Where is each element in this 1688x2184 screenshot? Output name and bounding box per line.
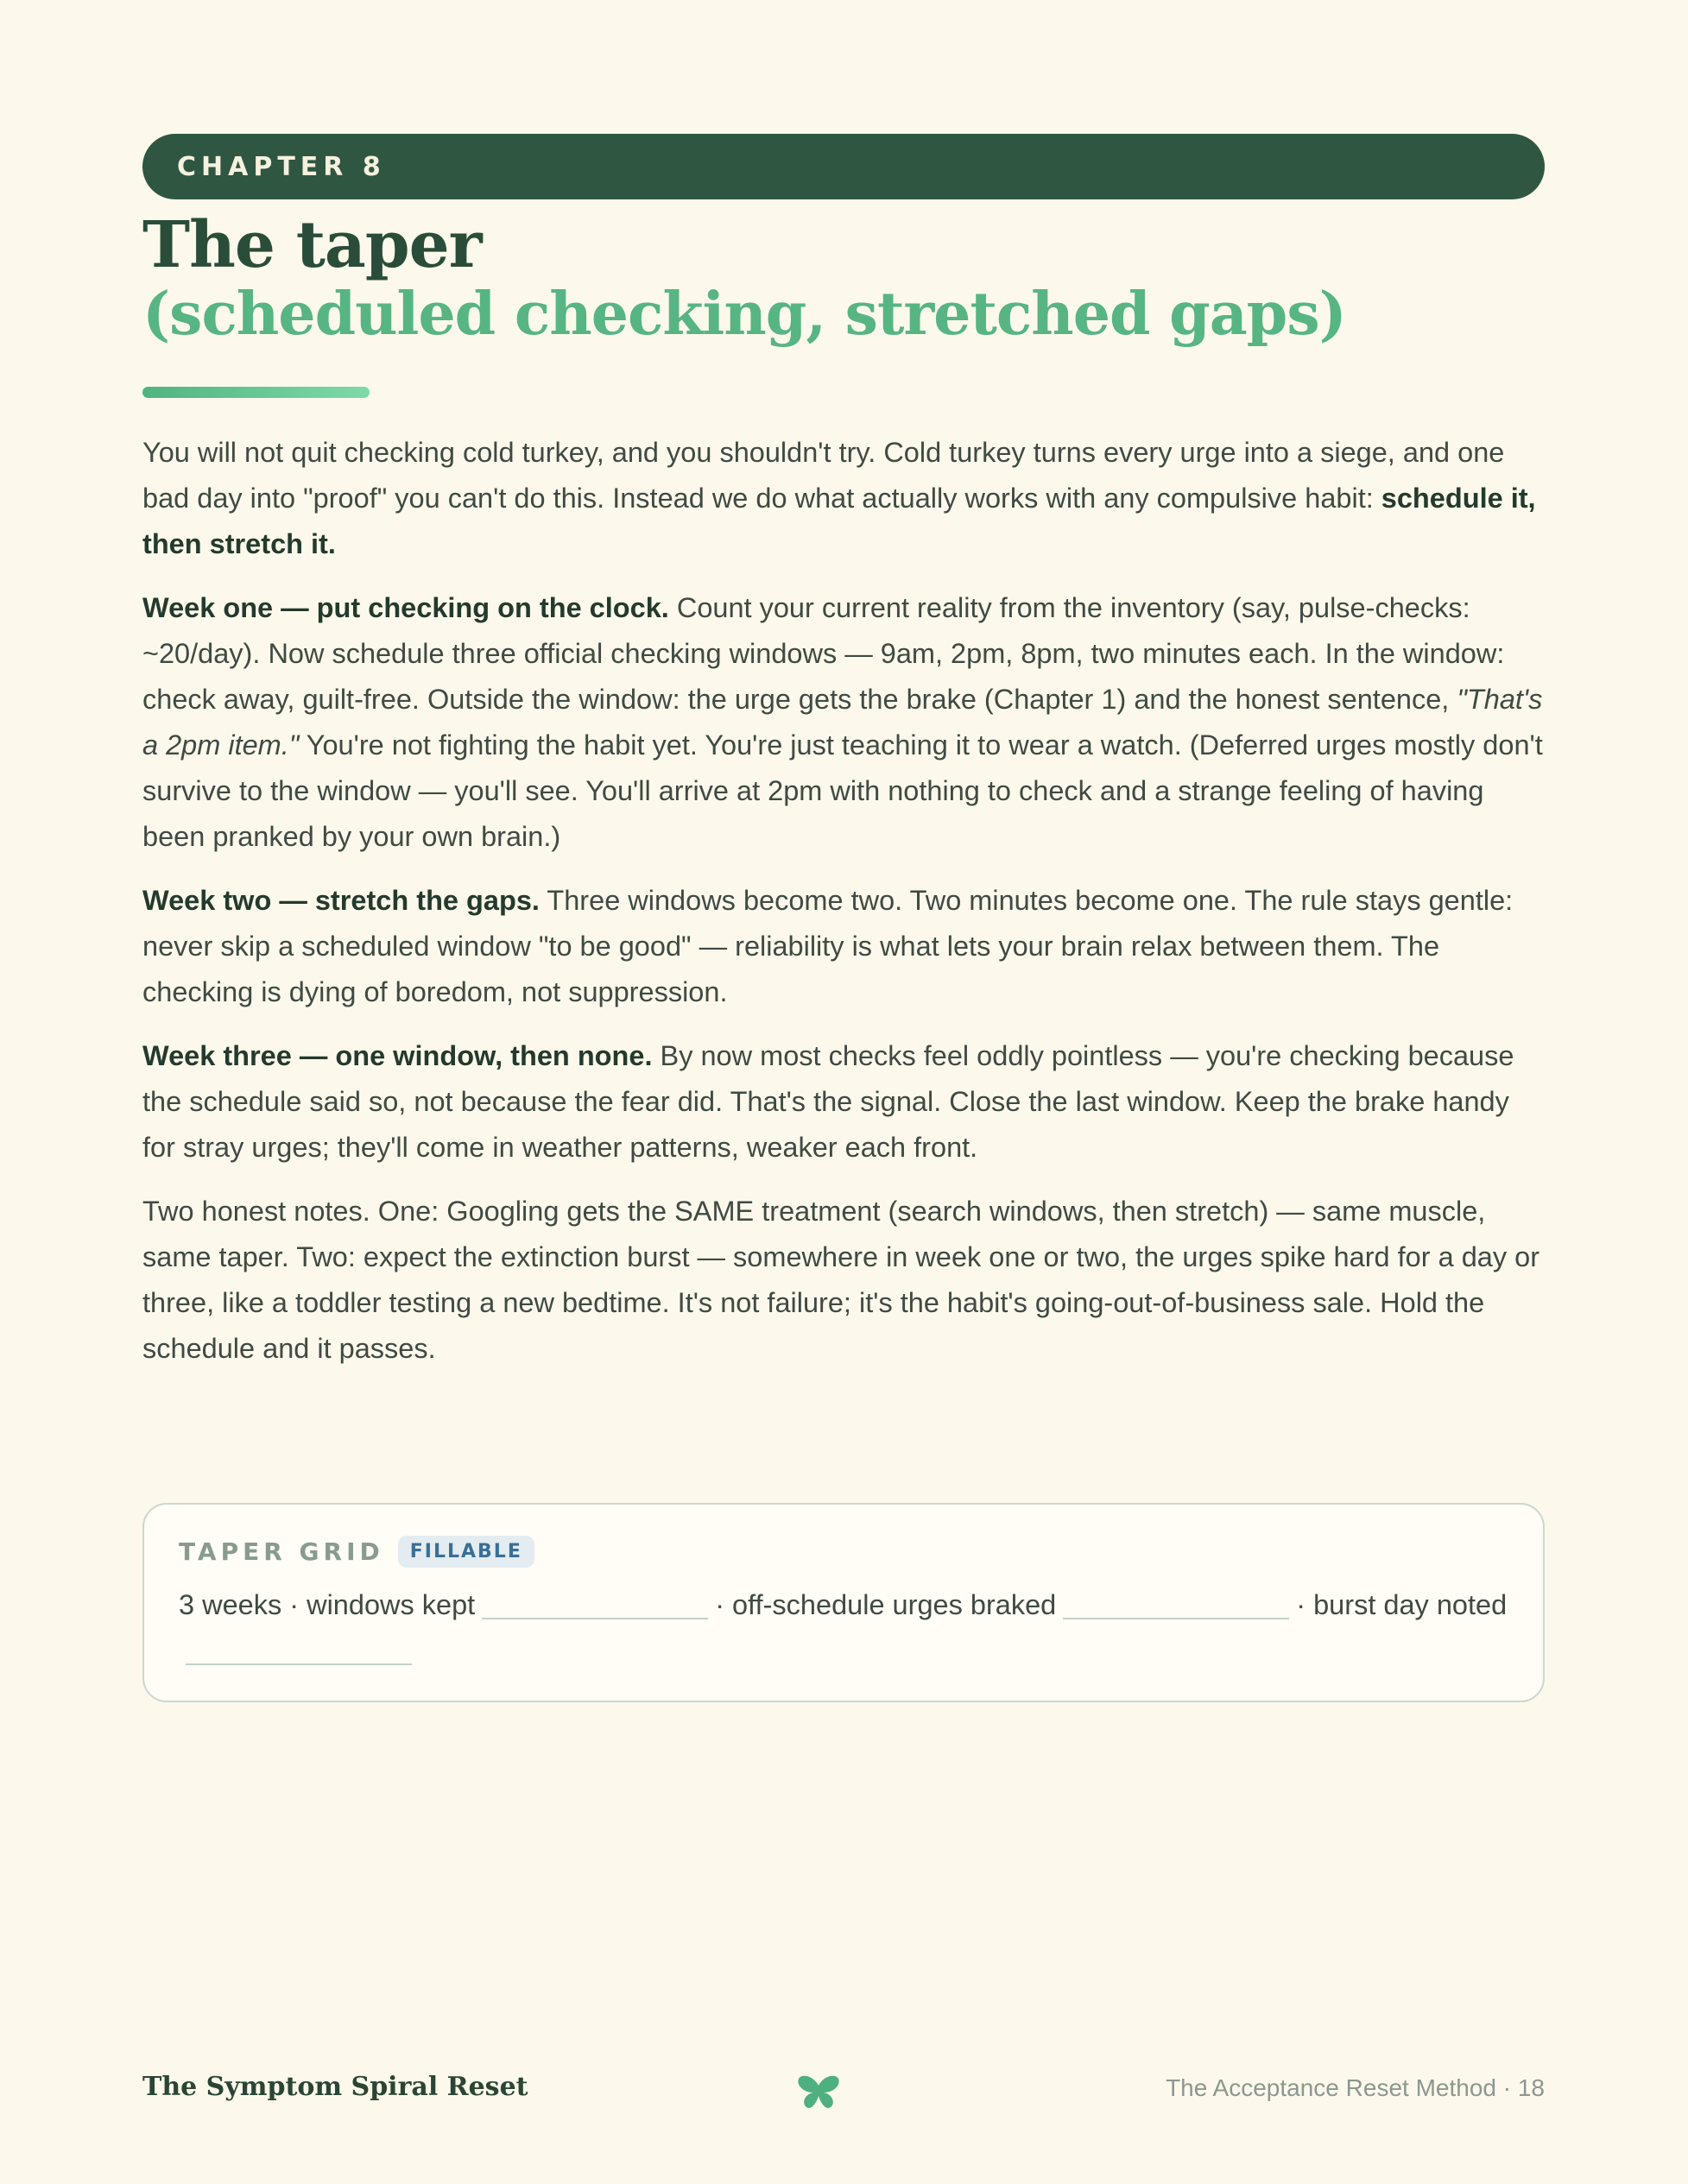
footer-page-info: The Acceptance Reset Method · 18 (1166, 2074, 1545, 2101)
burst-day-field[interactable] (186, 1663, 412, 1665)
footer-book-title: The Symptom Spiral Reset (142, 2072, 528, 2102)
fillable-badge: FILLABLE (398, 1536, 534, 1568)
taper-grid-header (179, 1531, 1508, 1572)
paragraph-week-two (142, 878, 1545, 1015)
paragraph-intro (142, 430, 1545, 567)
paragraph-heading: Week one — put checking on the clock. (142, 592, 669, 623)
field-label-windows-kept: 3 weeks · windows kept (179, 1589, 476, 1620)
paragraph-heading: Week two — stretch the gaps. (142, 885, 540, 916)
field-label-urges-braked: · off-schedule urges braked (715, 1589, 1057, 1620)
taper-grid-card (142, 1503, 1545, 1702)
paragraph-emphasis: schedule it, then stretch it. (142, 483, 1536, 559)
urges-braked-field[interactable] (1063, 1617, 1289, 1619)
field-label-burst-day: · burst day noted (1296, 1589, 1508, 1620)
chapter-banner (142, 134, 1545, 199)
paragraph-text: By now most checks feel oddly pointless — you're checking because the schedule said so, not because the fear did. That's the signal. Close the last window. Keep the brake handy for stray urges; they'll come in weather patterns, weaker each front. (142, 1040, 1514, 1163)
chapter-label: CHAPTER 8 (177, 151, 386, 182)
paragraph-text: Three windows become two. Two minutes become one. The rule stays gentle: never skip a scheduled window "to be good" — reliability is what lets your brain relax between them. The checking is dying of boredom, not suppression. (142, 885, 1514, 1007)
paragraph-quote: "That's a 2pm item." (142, 684, 1543, 761)
butterfly-icon (796, 2074, 841, 2111)
windows-kept-field[interactable] (482, 1617, 708, 1619)
title-underline-divider (142, 387, 370, 398)
title-subtitle: (scheduled checking, stretched gaps) (142, 280, 1346, 349)
taper-grid-fields (179, 1582, 1508, 1674)
paragraph-week-three (142, 1033, 1545, 1171)
paragraph-text: You're not fighting the habit yet. You're just teaching it to wear a watch. (Deferred urges mostly don't survive to the window — you'll see. You'll arrive at 2pm with nothing to check and a strange feeling of having been pranked by your own brain.) (142, 729, 1543, 852)
paragraph-heading: Week three — one window, then none. (142, 1040, 653, 1071)
paragraph-notes (142, 1189, 1545, 1372)
paragraph-text: You will not quit checking cold turkey, and you shouldn't try. Cold turkey turns every urge into a siege, and one bad day into "proof" you can't do this. Instead we do what actually works with any compulsive habit: (142, 437, 1505, 514)
taper-grid-title: TAPER GRID (179, 1537, 384, 1566)
page-title (142, 208, 1545, 349)
paragraph-text: Count your current reality from the inventory (say, pulse-checks: ~20/day). Now schedule three official checking windows — 9am, 2pm, 8pm, two minutes each. In the window: check away, guilt-free. Outside the window: the urge gets the brake (Chapter 1) and the honest sentence, (142, 592, 1505, 715)
paragraph-week-one (142, 585, 1545, 860)
chapter-body (142, 430, 1545, 1390)
title-main: The taper (142, 208, 482, 282)
paragraph-text: Two honest notes. One: Googling gets the SAME treatment (search windows, then stretch) — same muscle, same taper. Two: expect the extinction burst — somewhere in week one or two, the urges spike hard for a day or three, like a toddler testing a new bedtime. It's not failure; it's the habit's going-out-of-business sale. Hold the schedule and it passes. (142, 1196, 1540, 1364)
